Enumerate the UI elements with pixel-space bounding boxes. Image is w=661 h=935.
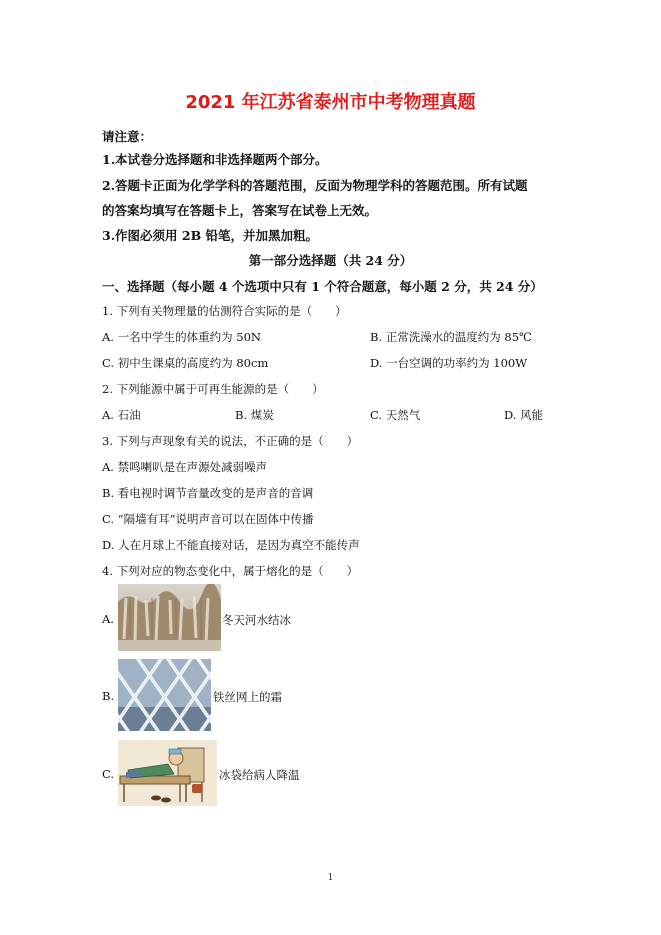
page-title: 2021 年江苏省泰州市中考物理真题 <box>185 92 476 113</box>
q2-option-a: A. 石油 <box>102 408 141 422</box>
q2-option-c: C. 天然气 <box>370 408 421 422</box>
q3-option-a: A. 禁鸣喇叭是在声源处减弱噪声 <box>102 460 268 474</box>
frozen-river-image <box>118 584 221 651</box>
q3-option-c: C. “隔墙有耳”说明声音可以在固体中传播 <box>102 512 314 526</box>
notice-item-3: 3.作图必须用 2B 铅笔，并加黑加粗。 <box>102 228 319 243</box>
notice-item-2: 2.答题卡正面为化学学科的答题范围，反面为物理学科的答题范围。所有试题 <box>102 178 528 193</box>
notice-heading: 请注意： <box>102 129 153 144</box>
frosted-wire-mesh-image <box>118 659 211 731</box>
q2-option-d: D. 风能 <box>504 408 544 422</box>
q1-option-c: C. 初中生课桌的高度约为 80cm <box>102 356 269 370</box>
q3-option-b: B. 看电视时调节音量改变的是声音的音调 <box>102 486 314 500</box>
notice-item-1: 1.本试卷分选择题和非选择题两个部分。 <box>102 152 328 167</box>
q4-option-a-label: A. <box>102 612 114 626</box>
q1-option-a: A. 一名中学生的体重约为 50N <box>102 330 261 344</box>
q1-stem: 1. 下列有关物理量的估测符合实际的是（ ） <box>102 304 347 318</box>
q4-option-a-text: 冬天河水结冰 <box>222 613 291 627</box>
part1-heading: 第一部分选择题（共 24 分） <box>248 253 413 268</box>
q4-option-c-label: C. <box>102 767 115 781</box>
q2-option-b: B. 煤炭 <box>235 408 274 422</box>
notice-item-2-cont: 的答案均填写在答题卡上，答案写在试卷上无效。 <box>102 203 378 218</box>
q4-option-b-label: B. <box>102 689 115 703</box>
q1-option-b: B. 正常洗澡水的温度约为 85℃ <box>370 330 532 344</box>
q3-option-d: D. 人在月球上不能直接对话，是因为真空不能传声 <box>102 538 360 552</box>
q4-option-b-text: 铁丝网上的霜 <box>213 690 282 704</box>
q2-stem: 2. 下列能源中属于可再生能源的是（ ） <box>102 382 324 396</box>
q3-stem: 3. 下列与声现象有关的说法，不正确的是（ ） <box>102 434 359 448</box>
ice-pack-patient-image <box>118 740 217 806</box>
q4-stem: 4. 下列对应的物态变化中，属于熔化的是（ ） <box>102 564 359 578</box>
q4-option-c-text: 冰袋给病人降温 <box>219 768 300 782</box>
q1-option-d: D. 一台空调的功率约为 100W <box>370 356 528 370</box>
page-number: 1 <box>327 873 334 883</box>
section-heading: 一、选择题（每小题 4 个选项中只有 1 个符合题意，每小题 2 分，共 24 分） <box>102 279 543 294</box>
